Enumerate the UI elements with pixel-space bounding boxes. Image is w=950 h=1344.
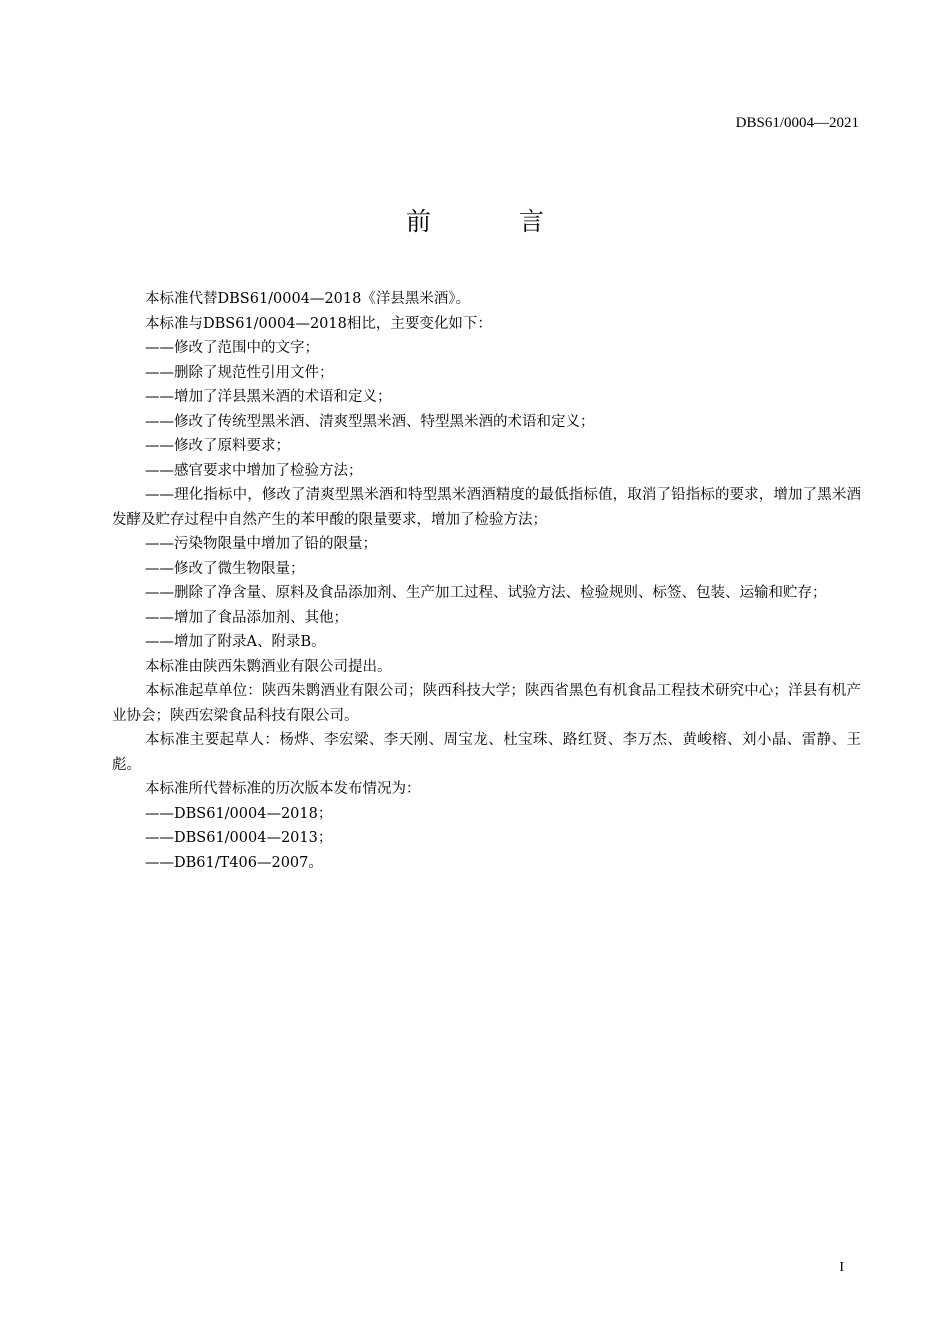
- foreword-body: [112, 287, 861, 875]
- change-item: ——修改了微生物限量；: [145, 560, 305, 577]
- version-item: ——DBS61/0004—2018；: [145, 805, 333, 822]
- paragraph: 本标准主要起草人：杨烨、李宏梁、李天刚、周宝龙、杜宝珠、路红贤、李万杰、黄峻榕、刘小晶、雷静、王彪。: [112, 732, 861, 773]
- change-item: ——增加了洋县黑米酒的术语和定义；: [145, 389, 392, 405]
- version-item: ——DB61/T406—2007。: [145, 854, 323, 871]
- paragraph: 本标准起草单位：陕西朱鹮酒业有限公司；陕西科技大学；陕西省黑色有机食品工程技术研究中心；洋县有机产业协会；陕西宏梁食品科技有限公司。: [112, 683, 861, 724]
- change-item: ——增加了附录A、附录B。: [145, 634, 326, 650]
- change-item: ——理化指标中，修改了清爽型黑米酒和特型黑米酒酒精度的最低指标值，取消了铅指标的要求，增加了黑米酒发酵及贮存过程中自然产生的苯甲酸的限量要求，增加了检验方法；: [112, 487, 861, 528]
- change-item: ——修改了原料要求；: [145, 438, 290, 454]
- paragraph: 本标准代替DBS61/0004—2018《洋县黑米酒》。: [145, 291, 471, 307]
- change-item: ——感官要求中增加了检验方法；: [145, 462, 363, 479]
- change-item: ——修改了范围中的文字；: [145, 340, 319, 356]
- paragraph: 本标准与DBS61/0004—2018相比，主要变化如下：: [145, 315, 492, 332]
- change-item: ——删除了净含量、原料及食品添加剂、生产加工过程、试验方法、检验规则、标签、包装、运输和贮存；: [145, 585, 827, 601]
- paragraph: 本标准由陕西朱鹮酒业有限公司提出。: [145, 658, 392, 675]
- change-item: ——删除了规范性引用文件；: [145, 364, 334, 381]
- change-item: ——增加了食品添加剂、其他；: [145, 609, 348, 626]
- paragraph: 本标准所代替标准的历次版本发布情况为：: [145, 781, 421, 797]
- change-item: ——修改了传统型黑米酒、清爽型黑米酒、特型黑米酒的术语和定义；: [145, 413, 595, 430]
- page-title: 前 言: [406, 207, 584, 236]
- change-item: ——污染物限量中增加了铅的限量；: [145, 536, 377, 552]
- page-number: I: [839, 1260, 844, 1275]
- document-code: DBS61/0004—2021: [735, 115, 859, 131]
- version-item: ——DBS61/0004—2013；: [145, 830, 333, 846]
